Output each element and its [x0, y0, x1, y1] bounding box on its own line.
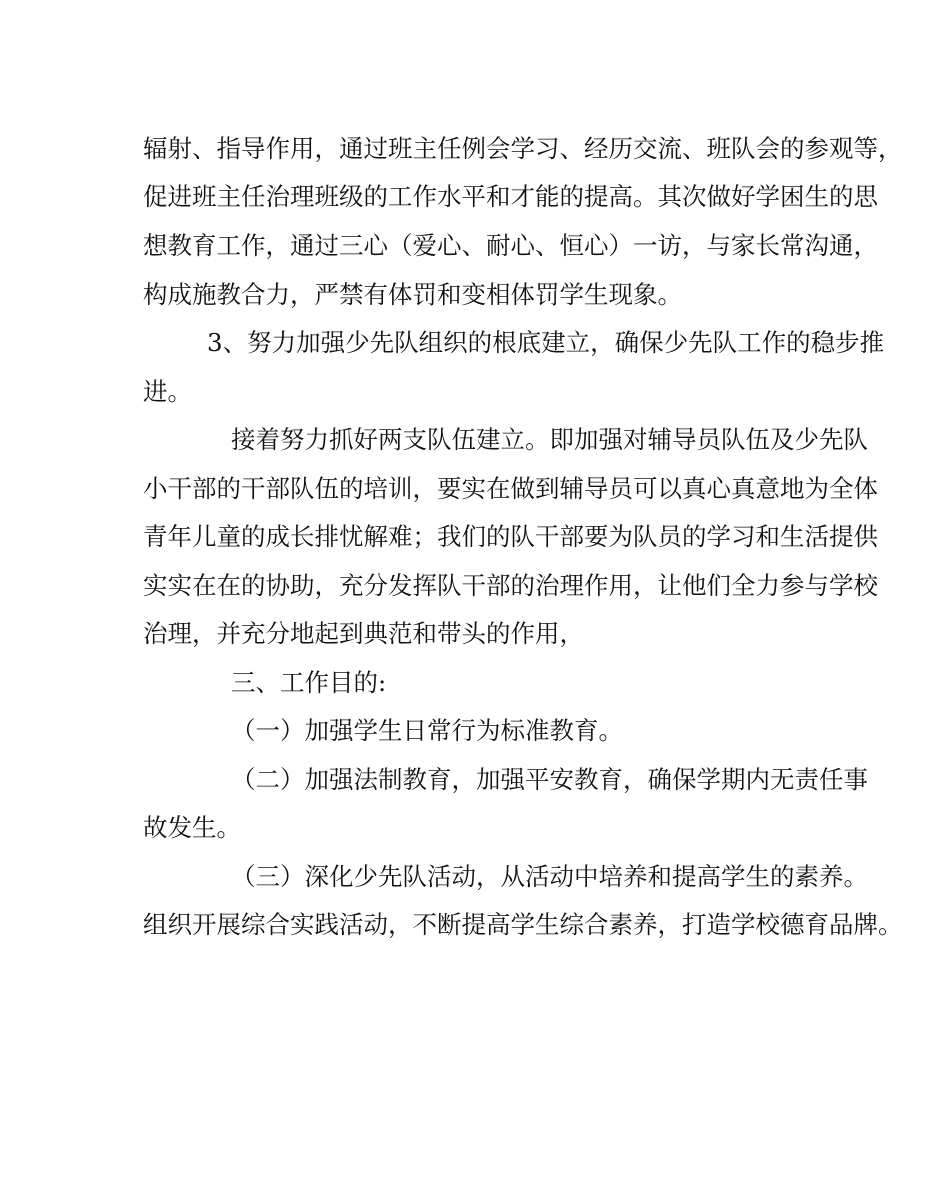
- paragraph-line: 构成施教合力，严禁有体罚和变相体罚学生现象。: [143, 280, 682, 309]
- list-item: （一）加强学生日常行为标准教育。: [231, 716, 623, 745]
- paragraph-line: 组织开展综合实践活动，不断提高学生综合素养，打造学校德育品牌。: [143, 910, 903, 939]
- paragraph-line: 接着努力抓好两支队伍建立。即加强对辅导员队伍及少先队: [231, 425, 868, 454]
- paragraph-line: 青年儿童的成长排忧解难；我们的队干部要为队员的学习和生活提供: [143, 522, 878, 551]
- paragraph-line: 实实在在的协助，充分发挥队干部的治理作用，让他们全力参与学校: [143, 571, 878, 600]
- paragraph-line: 进。: [143, 377, 192, 406]
- list-item: （二）加强法制教育，加强平安教育，确保学期内无责任事: [231, 765, 868, 794]
- paragraph-line: 故发生。: [143, 813, 241, 842]
- section-item-heading: 3、努力加强少先队组织的根底建立，确保少先队工作的稳步推: [207, 328, 885, 357]
- paragraph-line: 想教育工作，通过三心（爱心、耐心、恒心）一访，与家长常沟通，: [143, 231, 878, 260]
- paragraph-line: 促进班主任治理班级的工作水平和才能的提高。其次做好学困生的思: [143, 182, 878, 211]
- paragraph-line: 小干部的干部队伍的培训，要实在做到辅导员可以真心真意地为全体: [143, 474, 878, 503]
- paragraph-line: 治理，并充分地起到典范和带头的作用，: [143, 619, 584, 648]
- list-item: （三）深化少先队活动，从活动中培养和提高学生的素养。: [231, 862, 868, 891]
- paragraph-line: 辐射、指导作用，通过班主任例会学习、经历交流、班队会的参观等，: [143, 134, 903, 163]
- section-heading: 三、工作目的:: [231, 668, 387, 697]
